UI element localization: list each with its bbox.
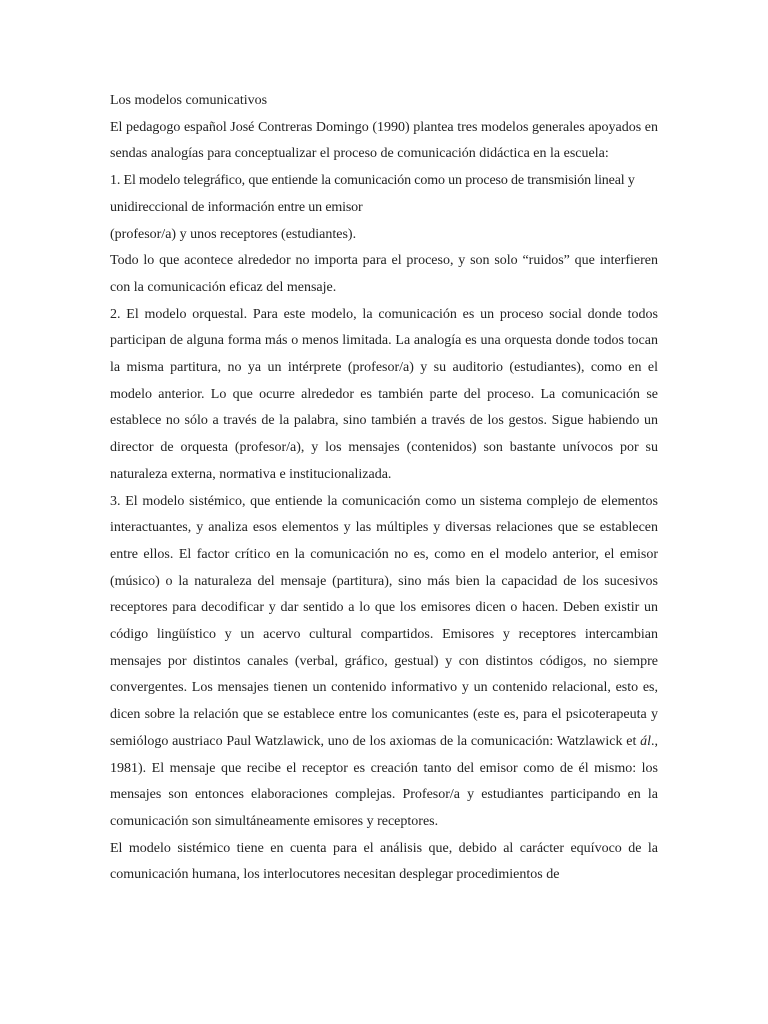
model-1-continuation: (profesor/a) y unos receptores (estudiantes). xyxy=(110,226,357,242)
model-3-text-part-2: ., 1981). El mensaje que recibe el receptor es creación tanto del emisor como de él mismo: los mensajes son entonces elaboraciones complejas. Profesor/a y estudiantes participando en la comunicación son simultáneamente emisores y receptores. xyxy=(110,733,658,829)
document-page xyxy=(110,88,658,889)
model-1-paragraph: 1. El modelo telegráfico, que entiende la comunicación como un proceso de transmisión lineal y unidireccional de información entre un emisor xyxy=(110,173,635,215)
model-3-paragraph xyxy=(110,489,658,836)
closing-paragraph: El modelo sistémico tiene en cuenta para el análisis que, debido al carácter equívoco de la comunicación humana, los interlocutores necesitan desplegar procedimientos de xyxy=(110,840,658,883)
model-3-text-part-1: 3. El modelo sistémico, que entiende la comunicación como un sistema complejo de elementos interactuantes, y analiza esos elementos y las múltiples y diversas relaciones que se establecen entre ellos. El factor crítico en la comunicación no es, como en el modelo anterior, el emisor (músico) o la naturaleza del mensaje (partitura), sino más bien la capacidad de los sucesivos receptores para decodificar y dar sentido a lo que los emisores dicen o hacen. Deben existir un código lingüístico y un acervo cultural compartidos. Emisores y receptores intercambian mensajes por distintos canales (verbal, gráfico, gestual) y con distintos códigos, no siempre convergentes. Los mensajes tienen un contenido informativo y un contenido relacional, esto es, dicen sobre la relación que se establece entre los comunicantes (este es, para el psicoterapeuta y semiólogo austriaco Paul Watzlawick, uno de los axiomas de la comunicación: Watzlawick et xyxy=(110,493,658,749)
model-2-paragraph: 2. El modelo orquestal. Para este modelo, la comunicación es un proceso social donde todos participan de alguna forma más o menos limitada. La analogía es una orquesta donde todos tocan la misma partitura, no ya un intérprete (profesor/a) y su auditorio (estudiantes), como en el modelo anterior. Lo que ocurre alrededor es también parte del proceso. La comunicación se establece no sólo a través de la palabra, sino también a través de los gestos. Sigue habiendo un director de orquesta (profesor/a), y los mensajes (contenidos) son bastante unívocos por su naturaleza externa, normativa e institucionalizada. xyxy=(110,306,658,482)
document-title: Los modelos comunicativos xyxy=(110,93,268,108)
intro-paragraph: El pedagogo español José Contreras Domingo (1990) plantea tres modelos generales apoyados en sendas analogías para conceptualizar el proceso de comunicación didáctica en la escuela: xyxy=(110,119,658,162)
model-3-italic-abbrev: ál xyxy=(640,733,651,749)
model-1-noise-paragraph: Todo lo que acontece alrededor no importa para el proceso, y son solo “ruidos” que interfieren con la comunicación eficaz del mensaje. xyxy=(110,253,658,295)
